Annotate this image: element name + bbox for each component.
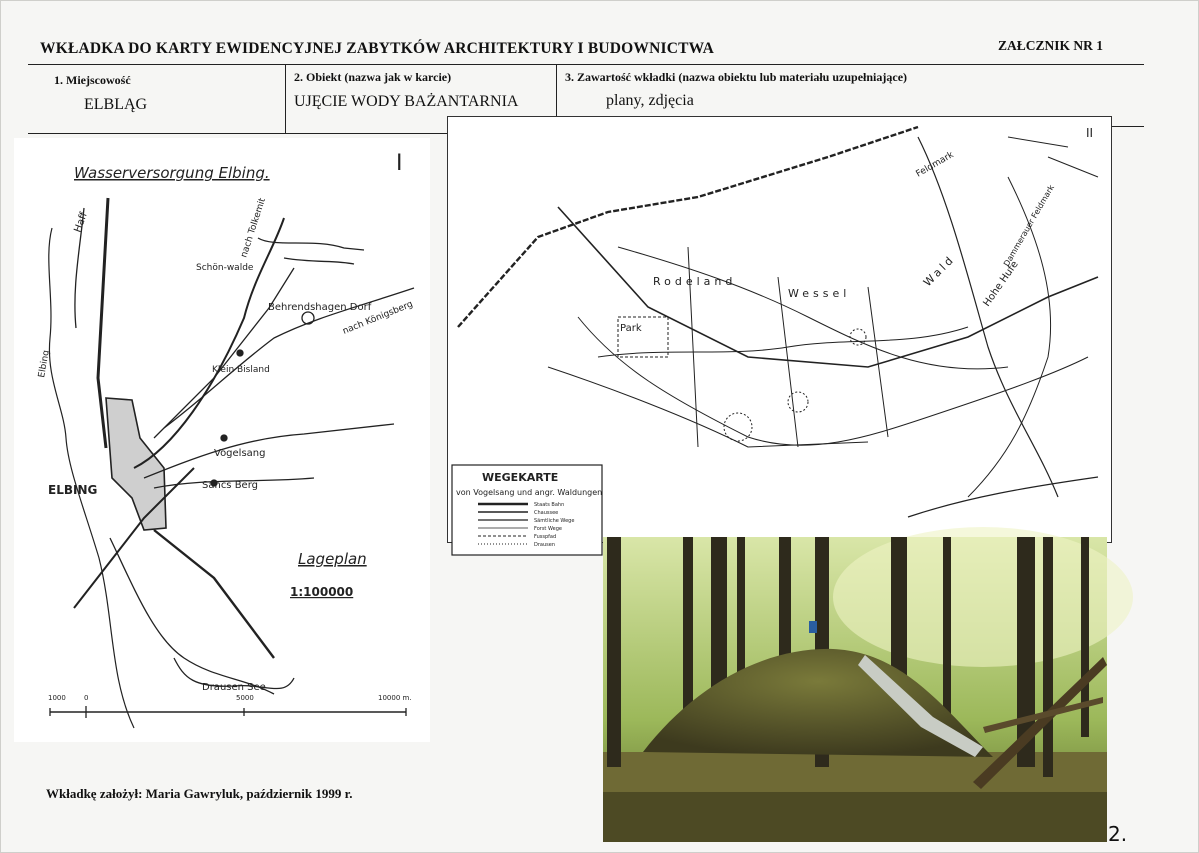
water-supply-location-map xyxy=(14,138,430,742)
field-divider-1 xyxy=(285,64,286,133)
map2-legend xyxy=(452,465,602,555)
legend-item-5: Drausen xyxy=(534,542,555,548)
founder-note: Wkładkę założył: Maria Gawryluk, październik 1999 r. xyxy=(46,786,353,801)
legend-title: WEGEKARTE xyxy=(482,471,559,484)
map1-scalebar-tick-1: 0 xyxy=(84,694,89,702)
map1-label-behrendshagen: Behrendshagen Dorf xyxy=(268,302,372,313)
field-2-value: UJĘCIE WODY BAŻANTARNIA xyxy=(294,93,519,110)
map1-lageplan: Lageplan xyxy=(298,550,367,568)
legend-item-0: Staats Bahn xyxy=(534,502,565,508)
map1-scalebar-tick-0: 1000 xyxy=(48,694,66,702)
map2-label-hohe-hufe: Hohe Hufe xyxy=(981,259,1021,309)
map1-label-schonwalde: Schön-walde xyxy=(196,263,254,273)
page-number: 2. xyxy=(1108,822,1128,846)
legend-item-2: Sämtliche Wege xyxy=(534,518,575,524)
field-1-value: ELBLĄG xyxy=(84,96,148,113)
map2-label-rodeland: Rodeland xyxy=(653,275,737,288)
legend-subtitle: von Vogelsang und angr. Waldungen xyxy=(456,488,603,497)
map1-label-bisland: Klein Bisland xyxy=(212,365,270,375)
map1-label-haff: Haff xyxy=(72,210,90,235)
map1-scalebar-tick-3: 10000 m. xyxy=(378,694,412,702)
header-rule xyxy=(28,64,1144,65)
field-divider-2 xyxy=(556,64,557,116)
map2-label-wald: Wald xyxy=(920,252,958,290)
legend-item-1: Chaussee xyxy=(534,510,559,516)
annex-label: ZAŁCZNIK NR 1 xyxy=(998,38,1104,53)
map1-label-elbing-river: Elbing xyxy=(37,349,52,379)
map1-number: I xyxy=(396,151,403,176)
forest-photo xyxy=(603,537,1107,842)
map1-scale: 1:100000 xyxy=(290,585,354,599)
fields-bottom-rule-left xyxy=(28,133,448,134)
map1-label-sancs-berg: Sancs Berg xyxy=(202,480,258,491)
document-title: WKŁADKA DO KARTY EWIDENCYJNEJ ZABYTKÓW ARCHITEKTURY I BUDOWNICTWA xyxy=(40,40,715,57)
map2-label-park: Park xyxy=(620,323,642,334)
map1-label-drausen: Drausen See xyxy=(202,682,266,693)
field-3-value: plany, zdjęcia xyxy=(606,92,694,109)
map1-label-konigsberg: nach Königsberg xyxy=(341,299,415,337)
path-map-vogelsang xyxy=(447,116,1112,548)
map2-label-wessel: Wessel xyxy=(788,287,851,300)
map2-number: II xyxy=(1086,126,1094,140)
map1-label-vogelsang: Vogelsang xyxy=(214,448,266,459)
field-2-label: 2. Obiekt (nazwa jak w karcie) xyxy=(294,70,452,84)
legend-item-4: Fusspfad xyxy=(534,534,557,540)
map2-label-dammerauer: Dammerauer Feldmark xyxy=(1001,183,1057,268)
map1-label-tolkemit: nach Tolkemit xyxy=(239,196,268,259)
map2-label-feldmark: Feldmark xyxy=(914,150,956,180)
legend-item-3: Forst Wege xyxy=(534,526,562,532)
field-3-label: 3. Zawartość wkładki (nazwa obiektu lub materiału uzupełniające) xyxy=(565,70,908,84)
map1-city-label: ELBING xyxy=(48,483,98,497)
map1-title: Wasserversorgung Elbing. xyxy=(74,164,270,182)
fields-bottom-rule-right xyxy=(1108,126,1144,127)
field-1-label: 1. Miejscowość xyxy=(54,73,131,87)
map1-scalebar-tick-2: 5000 xyxy=(236,694,254,702)
